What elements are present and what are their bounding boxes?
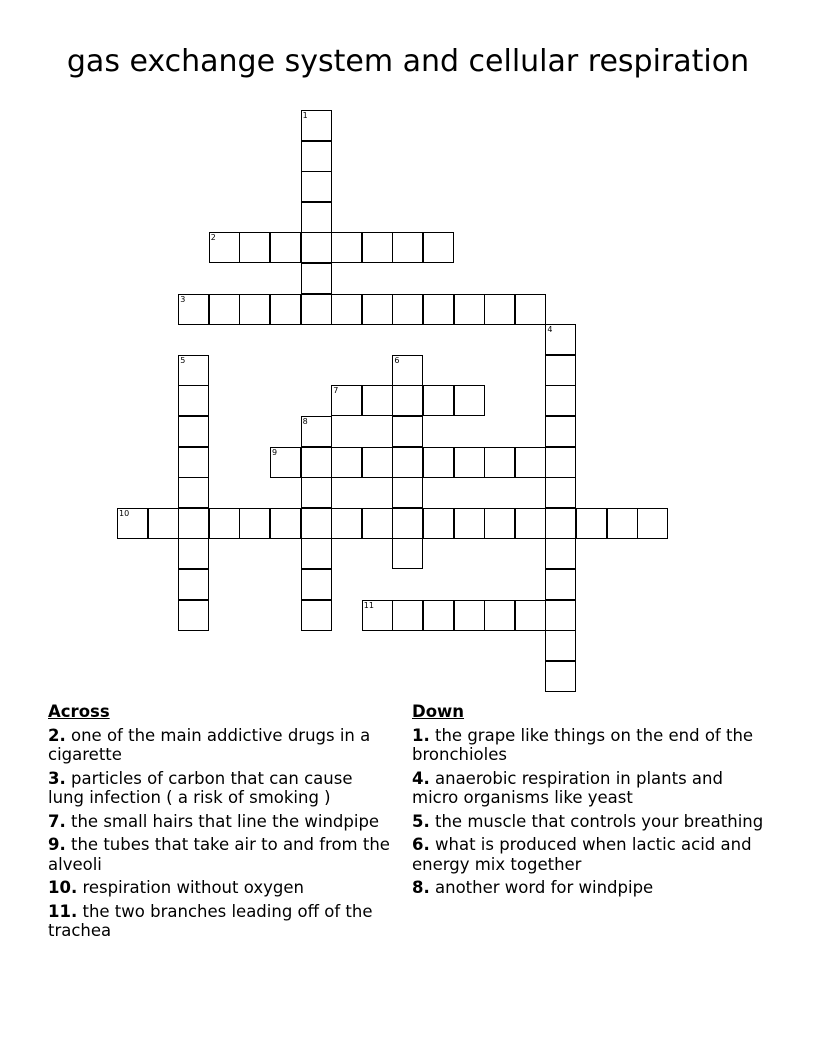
grid-cell[interactable] xyxy=(423,232,454,263)
grid-cell[interactable] xyxy=(301,569,332,600)
grid-cell[interactable] xyxy=(301,416,332,447)
grid-cell[interactable] xyxy=(576,508,607,539)
grid-cell[interactable] xyxy=(545,600,576,631)
grid-cell[interactable] xyxy=(515,294,546,325)
grid-cell[interactable] xyxy=(331,232,362,263)
grid-cell[interactable] xyxy=(484,447,515,478)
grid-cell[interactable] xyxy=(178,355,209,386)
grid-cell[interactable] xyxy=(301,110,332,141)
grid-cell[interactable] xyxy=(301,232,332,263)
cell-number: 9 xyxy=(272,447,278,457)
grid-cell[interactable] xyxy=(301,141,332,172)
grid-cell[interactable] xyxy=(301,508,332,539)
grid-cell[interactable] xyxy=(515,447,546,478)
grid-cell[interactable] xyxy=(270,508,301,539)
grid-cell[interactable] xyxy=(331,508,362,539)
grid-cell[interactable] xyxy=(392,447,423,478)
grid-cell[interactable] xyxy=(362,232,393,263)
grid-cell[interactable] xyxy=(545,385,576,416)
grid-cell[interactable] xyxy=(239,508,270,539)
grid-cell[interactable] xyxy=(301,477,332,508)
grid-cell[interactable] xyxy=(301,600,332,631)
cell-number: 7 xyxy=(333,386,339,396)
grid-cell[interactable] xyxy=(178,600,209,631)
grid-cell[interactable] xyxy=(239,294,270,325)
page-title: gas exchange system and cellular respiration xyxy=(66,44,750,79)
grid-cell[interactable] xyxy=(209,508,240,539)
down-clues xyxy=(412,702,772,902)
grid-cell[interactable] xyxy=(637,508,668,539)
grid-cell[interactable] xyxy=(331,447,362,478)
grid-cell[interactable] xyxy=(178,569,209,600)
clue-down-8: 8. another word for windpipe xyxy=(412,878,654,897)
clue-across-3: 3. particles of carbon that can cause lung infection ( a risk of smoking ) xyxy=(48,768,353,807)
grid-cell[interactable] xyxy=(484,600,515,631)
grid-cell[interactable] xyxy=(392,416,423,447)
grid-cell[interactable] xyxy=(454,294,485,325)
grid-cell[interactable] xyxy=(454,600,485,631)
down-heading: Down xyxy=(412,702,465,721)
across-clues xyxy=(48,702,393,945)
clue-down-4: 4. anaerobic respiration in plants and micro organisms like yeast xyxy=(412,768,723,807)
grid-cell[interactable] xyxy=(515,508,546,539)
grid-cell[interactable] xyxy=(545,355,576,386)
clue-down-1: 1. the grape like things on the end of the bronchioles xyxy=(412,725,754,764)
grid-cell[interactable] xyxy=(362,385,393,416)
grid-cell[interactable] xyxy=(178,385,209,416)
grid-cell[interactable] xyxy=(362,600,393,631)
clue-across-11: 11. the two branches leading off of the trachea xyxy=(48,901,373,940)
grid-cell[interactable] xyxy=(331,385,362,416)
grid-cell[interactable] xyxy=(148,508,179,539)
grid-cell[interactable] xyxy=(117,508,148,539)
grid-cell[interactable] xyxy=(545,538,576,569)
grid-cell[interactable] xyxy=(301,263,332,294)
clue-across-10: 10. respiration without oxygen xyxy=(48,878,304,897)
grid-cell[interactable] xyxy=(454,447,485,478)
grid-cell[interactable] xyxy=(392,600,423,631)
grid-cell[interactable] xyxy=(362,508,393,539)
grid-cell[interactable] xyxy=(270,232,301,263)
cell-number: 3 xyxy=(180,294,186,304)
clue-across-7: 7. the small hairs that line the windpipe xyxy=(48,811,380,831)
grid-cell[interactable] xyxy=(331,294,362,325)
cell-number: 11 xyxy=(363,600,374,610)
grid-cell[interactable] xyxy=(392,294,423,325)
clue-across-2: 2. one of the main addictive drugs in a cigarette xyxy=(48,725,371,764)
clue-down-6: 6. what is produced when lactic acid and energy mix together xyxy=(412,835,752,874)
grid-cell[interactable] xyxy=(392,355,423,386)
cell-number: 1 xyxy=(302,111,308,120)
cell-number: 10 xyxy=(119,508,130,518)
grid-cell[interactable] xyxy=(392,538,423,569)
grid-cell[interactable] xyxy=(301,294,332,325)
grid-cell[interactable] xyxy=(454,385,485,416)
cell-number: 2 xyxy=(210,233,216,243)
grid-cell[interactable] xyxy=(178,416,209,447)
grid-cell[interactable] xyxy=(301,538,332,569)
grid-cell[interactable] xyxy=(301,447,332,478)
grid-cell[interactable] xyxy=(362,447,393,478)
grid-cell[interactable] xyxy=(545,324,576,355)
cell-number: 6 xyxy=(394,355,400,365)
clue-down-5: 5. the muscle that controls your breathing xyxy=(412,811,764,831)
grid-cell[interactable] xyxy=(362,294,393,325)
grid-cell[interactable] xyxy=(392,385,423,416)
grid-cell[interactable] xyxy=(545,661,576,692)
grid-cell[interactable] xyxy=(178,294,209,325)
grid-cell[interactable] xyxy=(545,477,576,508)
cell-number: 5 xyxy=(180,355,186,365)
grid-cell[interactable] xyxy=(239,232,270,263)
grid-cell[interactable] xyxy=(301,171,332,202)
across-heading: Across xyxy=(48,702,110,721)
grid-cell[interactable] xyxy=(270,447,301,478)
grid-cell[interactable] xyxy=(392,232,423,263)
grid-cell[interactable] xyxy=(454,508,485,539)
grid-cell[interactable] xyxy=(178,447,209,478)
grid-cell[interactable] xyxy=(515,600,546,631)
grid-cell[interactable] xyxy=(270,294,301,325)
grid-cell[interactable] xyxy=(209,232,240,263)
grid-cell[interactable] xyxy=(545,630,576,661)
grid-cell[interactable] xyxy=(545,447,576,478)
grid-cell[interactable] xyxy=(545,569,576,600)
grid-cell[interactable] xyxy=(392,477,423,508)
grid-cell[interactable] xyxy=(545,416,576,447)
grid-cell[interactable] xyxy=(178,538,209,569)
cell-number: 4 xyxy=(547,325,553,335)
grid-cell[interactable] xyxy=(423,294,454,325)
grid-cell[interactable] xyxy=(423,600,454,631)
grid-cell[interactable] xyxy=(545,508,576,539)
grid-cell[interactable] xyxy=(423,447,454,478)
cell-number: 8 xyxy=(302,417,308,426)
grid-cell[interactable] xyxy=(301,202,332,233)
grid-cell[interactable] xyxy=(484,294,515,325)
clue-across-9: 9. the tubes that take air to and from the alveoli xyxy=(48,835,390,874)
grid-cell[interactable] xyxy=(607,508,638,539)
grid-cell[interactable] xyxy=(178,477,209,508)
grid-cell[interactable] xyxy=(209,294,240,325)
grid-cell[interactable] xyxy=(423,508,454,539)
grid-cell[interactable] xyxy=(392,508,423,539)
grid-cell[interactable] xyxy=(178,508,209,539)
grid-cell[interactable] xyxy=(423,385,454,416)
grid-cell[interactable] xyxy=(484,508,515,539)
